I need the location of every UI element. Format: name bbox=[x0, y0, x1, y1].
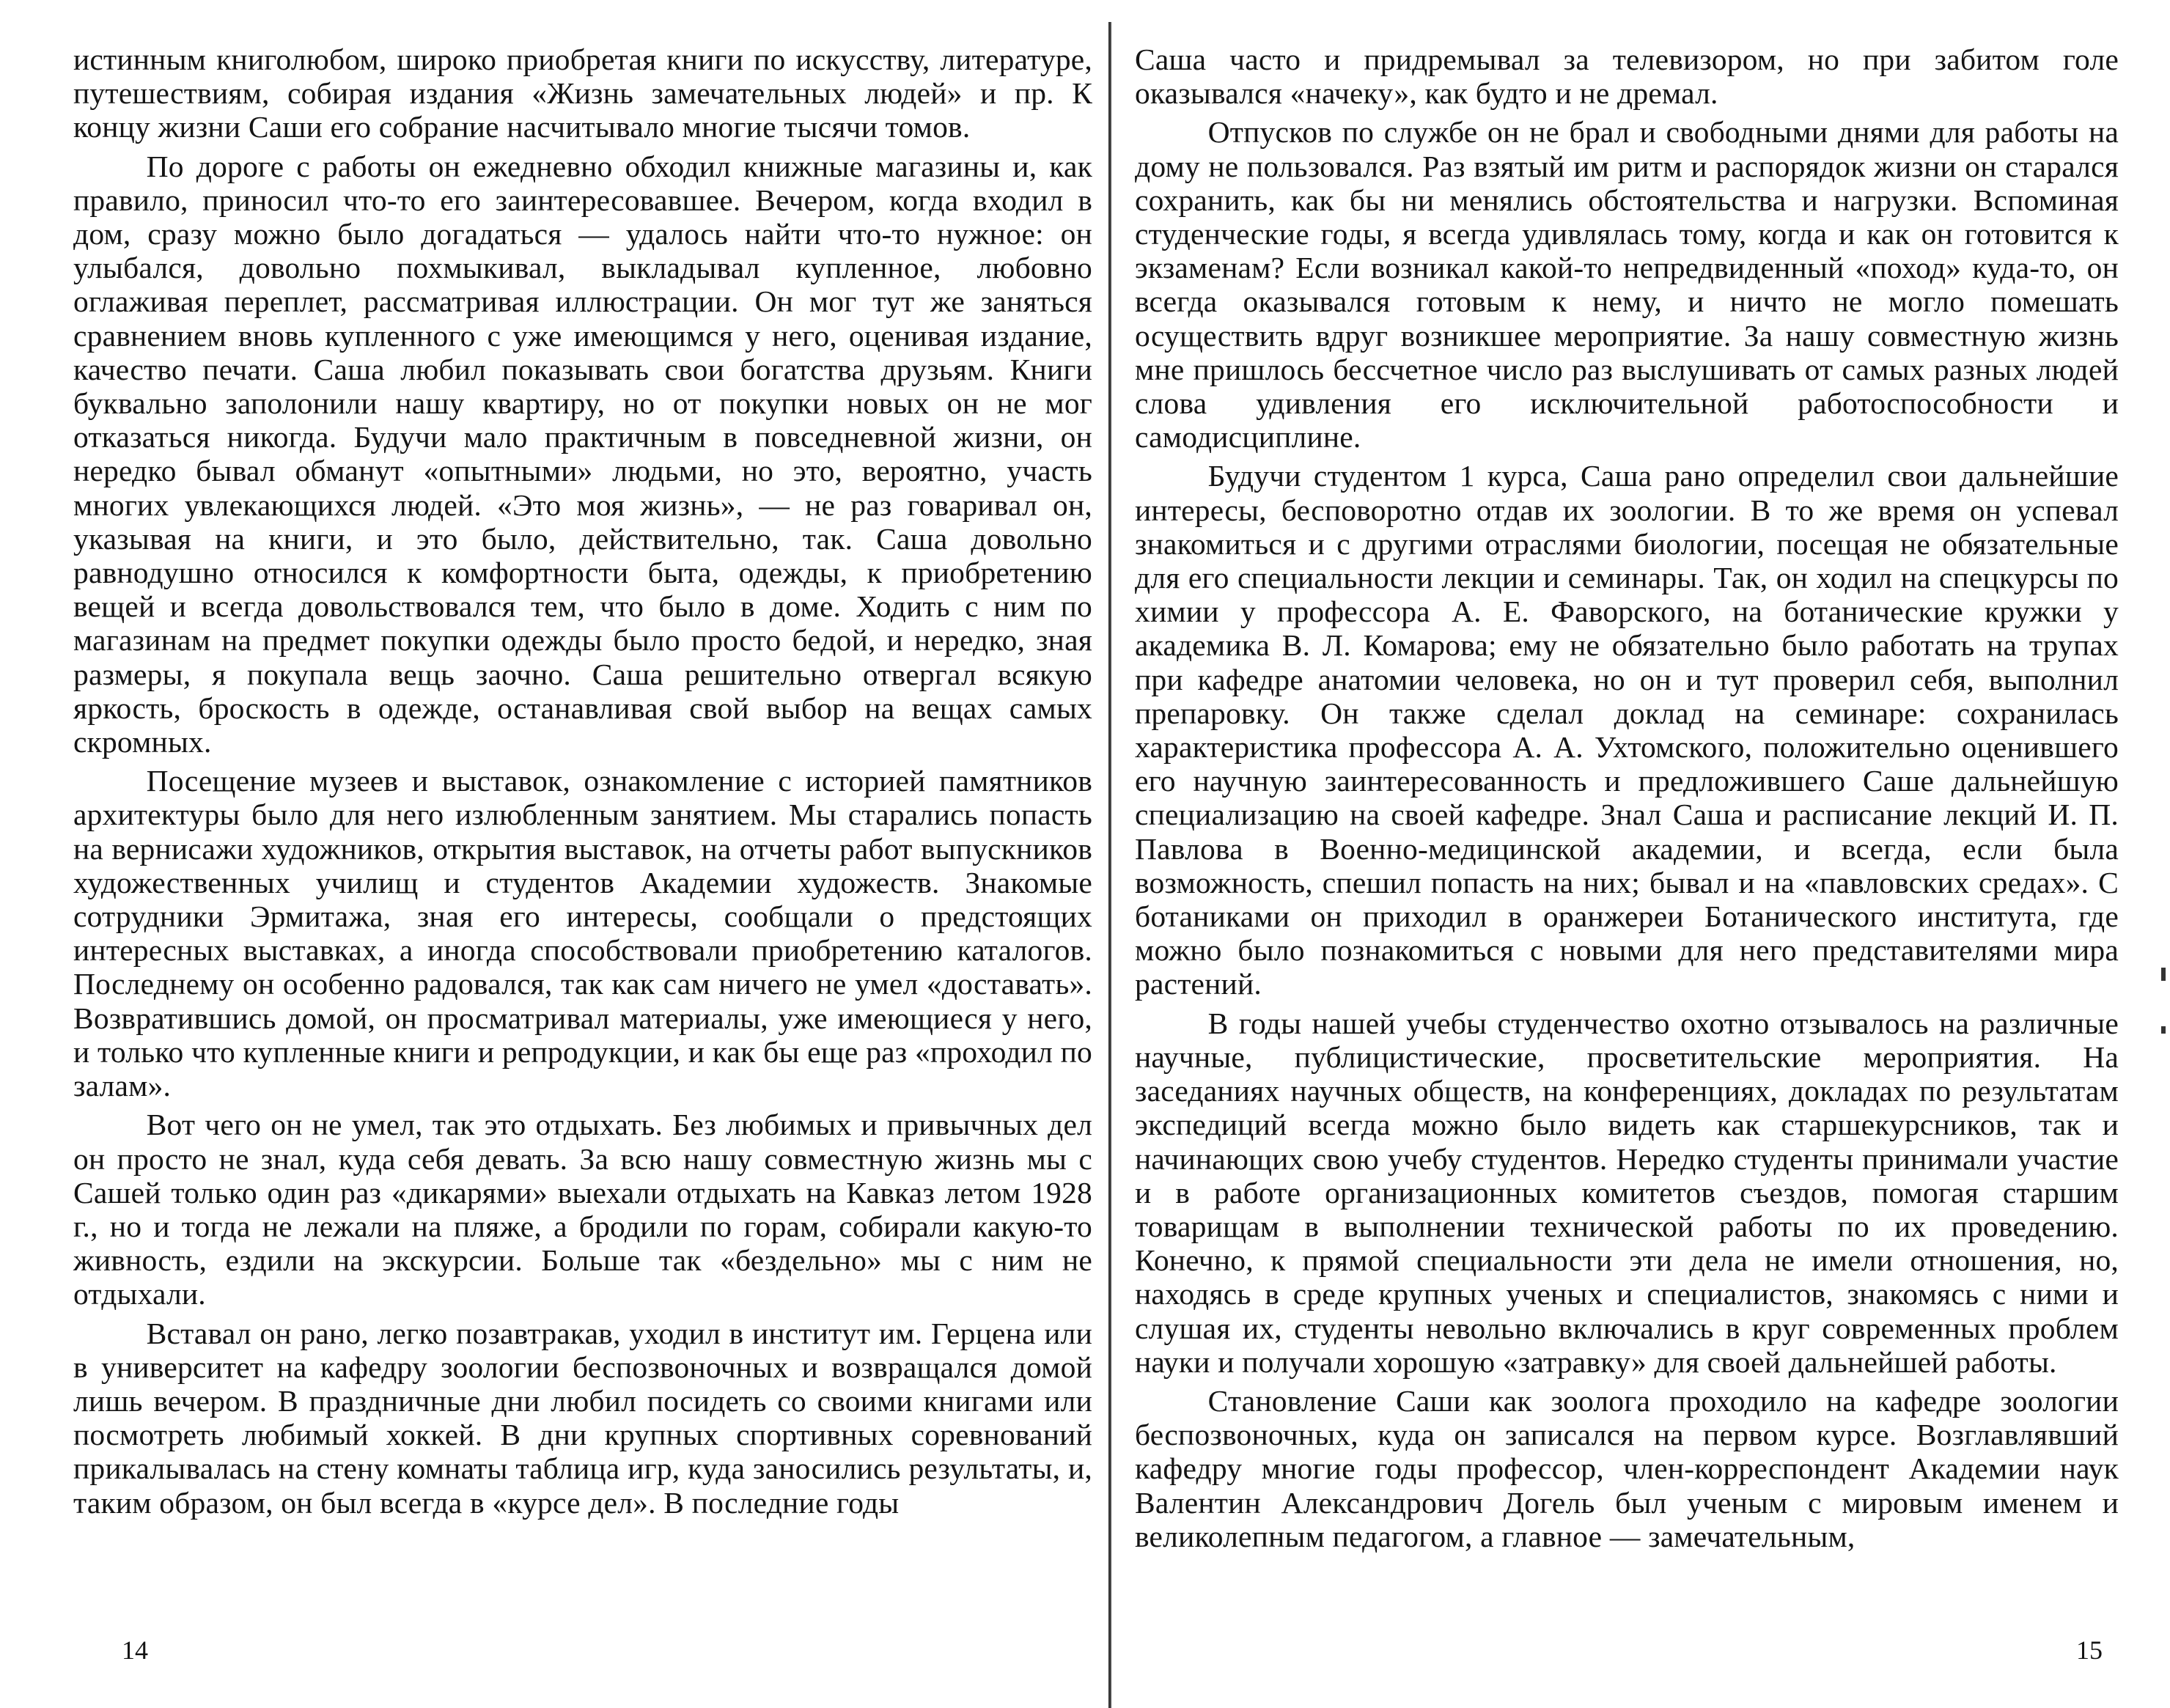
left-page-number: 14 bbox=[122, 1635, 148, 1665]
right-paragraph-3: Будучи студентом 1 курса, Саша рано определил свои дальнейшие интересы, бесповоротно отдав их зоологии. В то же время он успевал знакомиться и с другими отраслями биологии, посещая не обязательные для его специальности лекции и семинары. Так, он ходил на спецкурсы по химии у профессора А. Е. Фаворского, на ботанические кружки у академика В. Л. Комарова; ему не обязательно было работать на трупах при кафедре анатомии человека, но он и тут проверил себя, выполнил препаровку. Он также сделал доклад на семинаре: сохранилась характеристика профессора А. А. Ухтомского, положительно оценившего его научную заинтересованность и предложившего Саше дальнейшую специализацию на своей кафедре. Знал Саша и расписание лекций И. П. Павлова в Военно-медицинской академии, и всегда, если была возможность, спешил попасть на них; бывал и на «павловских средах». С ботаниками он приходил в оранжереи Ботанического института, где можно было познакомиться с новыми для него представителями мира растений. bbox=[1135, 459, 2119, 1001]
right-paragraph-2: Отпусков по службе он не брал и свободными днями для работы на дому не пользовался. Раз взятый им ритм и распорядок жизни он старался сохранить, как бы ни менялись обстоятельства и нагрузки. Вспоминая студенческие годы, я всегда удивлялась тому, когда и как он готовится к экзаменам? Если возникал какой-то непредвиденный «поход» куда-то, он всегда оказывался готовым к нему, и ничто не могло помешать осуществить вдруг возникшее мероприятие. За нашу совместную жизнь мне пришлось бессчетное число раз выслушивать от самых разных людей слова удивления его исключительной работоспособности и самодисциплине. bbox=[1135, 115, 2119, 454]
right-paragraph-5: Становление Саши как зоолога проходило на кафедре зоологии беспозвоночных, куда он записался на первом курсе. Возглавлявший кафедру многие годы профессор, член-корреспондент Академии наук Валентин Александрович Догель был ученым с мировым именем и великолепным педагогом, а главное — замечательным, bbox=[1135, 1383, 2119, 1553]
left-paragraph-2: По дороге с работы он ежедневно обходил книжные магазины и, как правило, приносил что-то его заинтересовавшее. Вечером, когда входил в дом, сразу можно было догадаться — удалось найти что-то нужное: он улыбался, довольно похмыкивал, выкладывал купленное, любовно оглаживая переплет, рассматривая иллюстрации. Он мог тут же заняться сравнением вновь купленного с уже имеющимся у него, оценивая издание, качество печати. Саша любил показывать свои богатства друзьям. Книги буквально заполонили нашу квартиру, но от покупки новых он не мог отказаться никогда. Будучи мало практичным в повседневной жизни, он нередко бывал обманут «опытными» людьми, но это, вероятно, участь многих увлекающихся людей. «Это моя жизнь», — не раз говаривал он, указывая на книги, и это было, действительно, так. Саша довольно равнодушно относился к комфортности быта, одежды, к приобретению вещей и всегда довольствовался тем, что было в доме. Ходить с ним по магазинам на предмет покупки одежды было просто бедой, и нередко, зная размеры, я покупала вещь заочно. Саша решительно отвергал всякую яркость, броскость в одежде, останавливая свой выбор на вещах самых скромных. bbox=[73, 149, 1092, 759]
left-paragraph-1: истинным книголюбом, широко приобретая книги по искусству, литературе, путешествиям, собирая издания «Жизнь замечательных людей» и пр. К концу жизни Саши его собрание насчитывало многие тысячи томов. bbox=[73, 43, 1092, 144]
right-page-number: 15 bbox=[2076, 1635, 2103, 1665]
left-paragraph-5: Вставал он рано, легко позавтракав, уходил в институт им. Герцена или в университет на кафедру зоологии беспозвоночных и возвращался домой лишь вечером. В праздничные дни любил посидеть со своими книгами или посмотреть любимый хоккей. В дни крупных спортивных соревнований прикалывалась на стену комнаты таблица игр, куда заносились результаты, и, таким образом, он был всегда в «курсе дел». В последние годы bbox=[73, 1316, 1092, 1520]
left-paragraph-3: Посещение музеев и выставок, ознакомление с историей памятников архитектуры было для него излюбленным занятием. Мы старались попасть на вернисажи художников, открытия выставок, на отчеты работ выпускников художественных училищ и студентов Академии художеств. Знакомые сотрудники Эрмитажа, зная его интересы, сообщали о предстоящих интересных выставках, а иногда способствовали приобретению каталогов. Последнему он особенно радовался, так как сам ничего не умел «доставать». Возвратившись домой, он просматривал материалы, уже имеющиеся у него, и только что купленные книги и репродукции, и как бы еще раз «проходил по залам». bbox=[73, 764, 1092, 1103]
left-page bbox=[73, 43, 1092, 1520]
book-gutter bbox=[1108, 22, 1111, 1708]
scan-edge-mark bbox=[2161, 1026, 2166, 1034]
right-paragraph-4: В годы нашей учебы студенчество охотно отзывалось на различные научные, публицистические, просветительские мероприятия. На заседаниях научных обществ, на конференциях, докладах по результатам экспедиций всегда можно было видеть как старшекурсников, так и начинающих свою учебу студентов. Нередко студенты принимали участие и в работе организационных комитетов съездов, помогая старшим товарищам в выполнении технической работы по их проведению. Конечно, к прямой специальности эти дела не имели отношения, но, находясь в среде крупных ученых и специалистов, знакомясь с ними и слушая их, студенты невольно включались в круг современных проблем науки и получали хорошую «затравку» для своей дальнейшей работы. bbox=[1135, 1006, 2119, 1379]
right-paragraph-1: Саша часто и придремывал за телевизором, но при забитом голе оказывался «начеку», как будто и не дремал. bbox=[1135, 43, 2119, 111]
left-paragraph-4: Вот чего он не умел, так это отдыхать. Без любимых и привычных дел он просто не знал, куда себя девать. За всю нашу совместную жизнь мы с Сашей только один раз «дикарями» выехали отдыхать на Кавказ летом 1928 г., но и тогда не лежали на пляже, а бродили по горам, собирали какую-то живность, ездили на экскурсии. Больше так «бездельно» мы с ним не отдыхали. bbox=[73, 1108, 1092, 1311]
scan-edge-mark bbox=[2161, 968, 2166, 981]
right-page bbox=[1135, 43, 2119, 1553]
